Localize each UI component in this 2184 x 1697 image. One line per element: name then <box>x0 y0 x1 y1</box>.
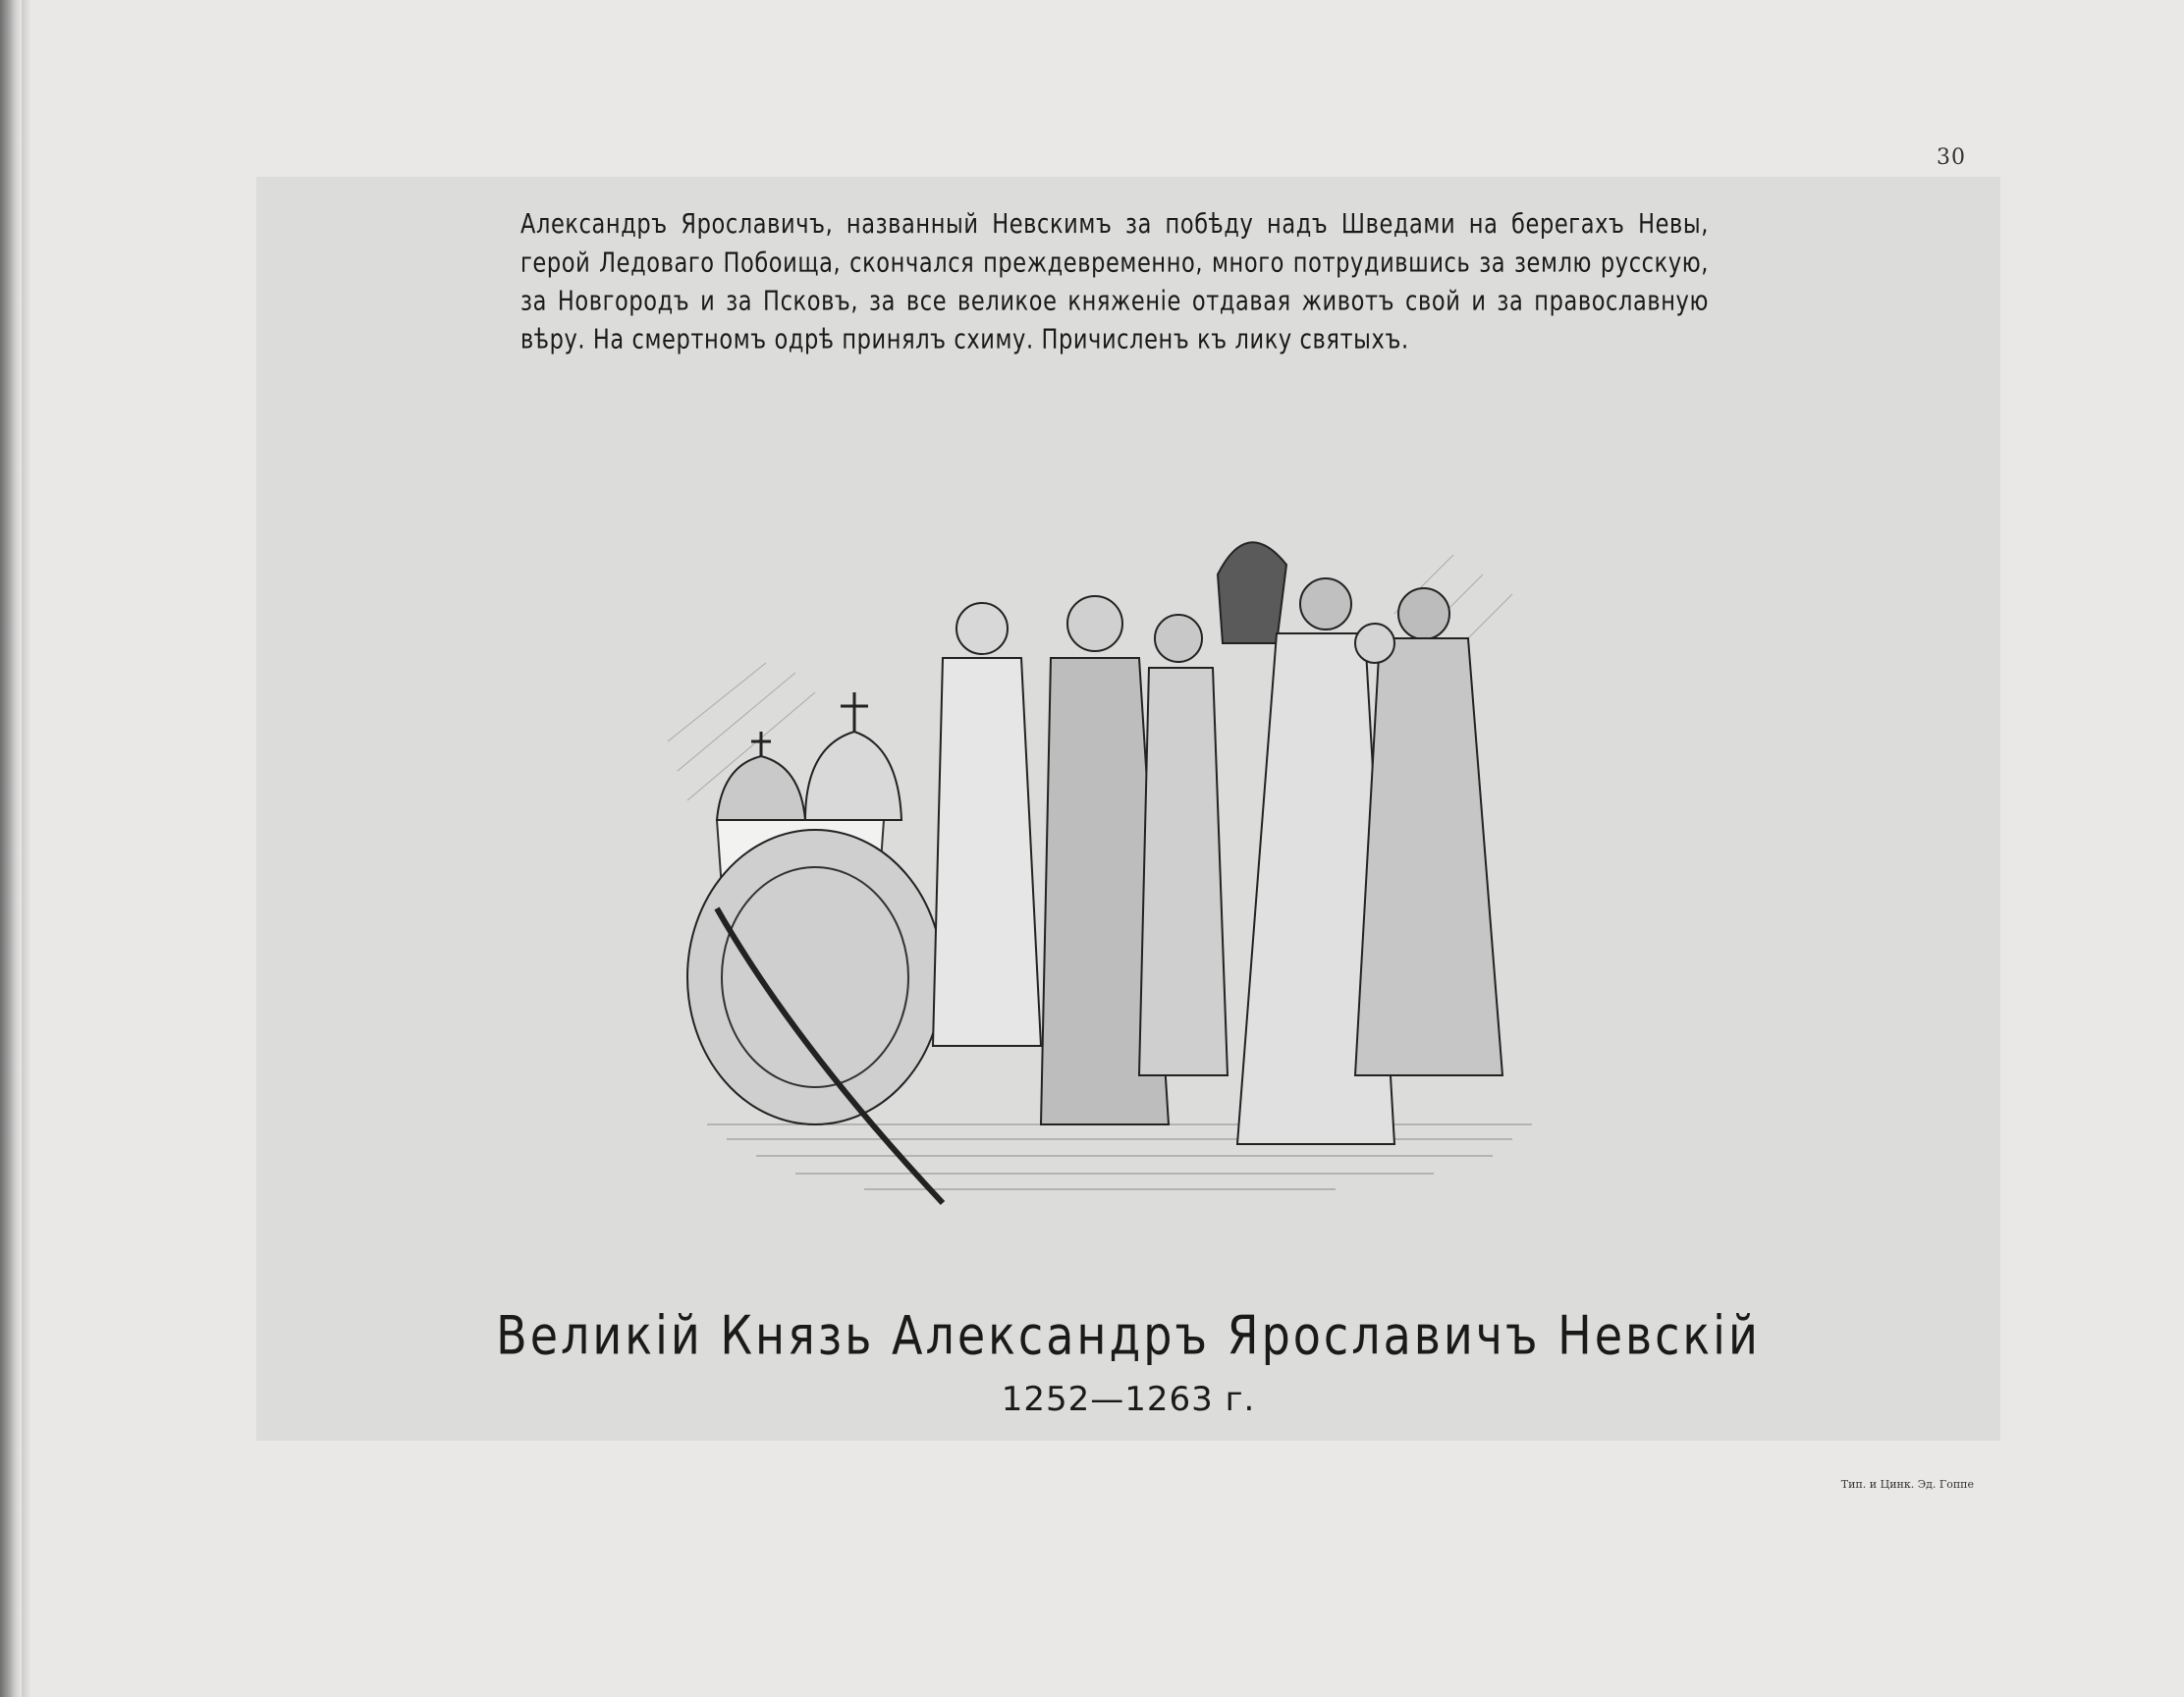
reign-years: 1252—1263 г. <box>1001 1380 1256 1419</box>
plate-number: 30 <box>1937 145 1966 170</box>
gutter-shadow <box>22 0 31 1697</box>
book-spine-edge <box>0 0 22 1697</box>
printer-imprint: Тип. и Цинк. Эд. Гоппе <box>1840 1478 1974 1491</box>
engraving-illustration <box>648 496 1581 1213</box>
portrait-title: Великій Князь Александръ Ярославичъ Невскій <box>496 1304 1761 1367</box>
caption-text: Александръ Ярославичъ, названный Невскимъ за побѣду надъ Шведами на берегахъ Невы, герой Ледоваго Побоища, скончался преждевременно, много потрудившись за землю русскую, за Новгородъ и за Псковъ, за все великое княженіе отдавая животъ свой и за православную вѣру. На смертномъ одрѣ принялъ схиму. Причисленъ къ лику святыхъ. <box>520 207 1709 356</box>
